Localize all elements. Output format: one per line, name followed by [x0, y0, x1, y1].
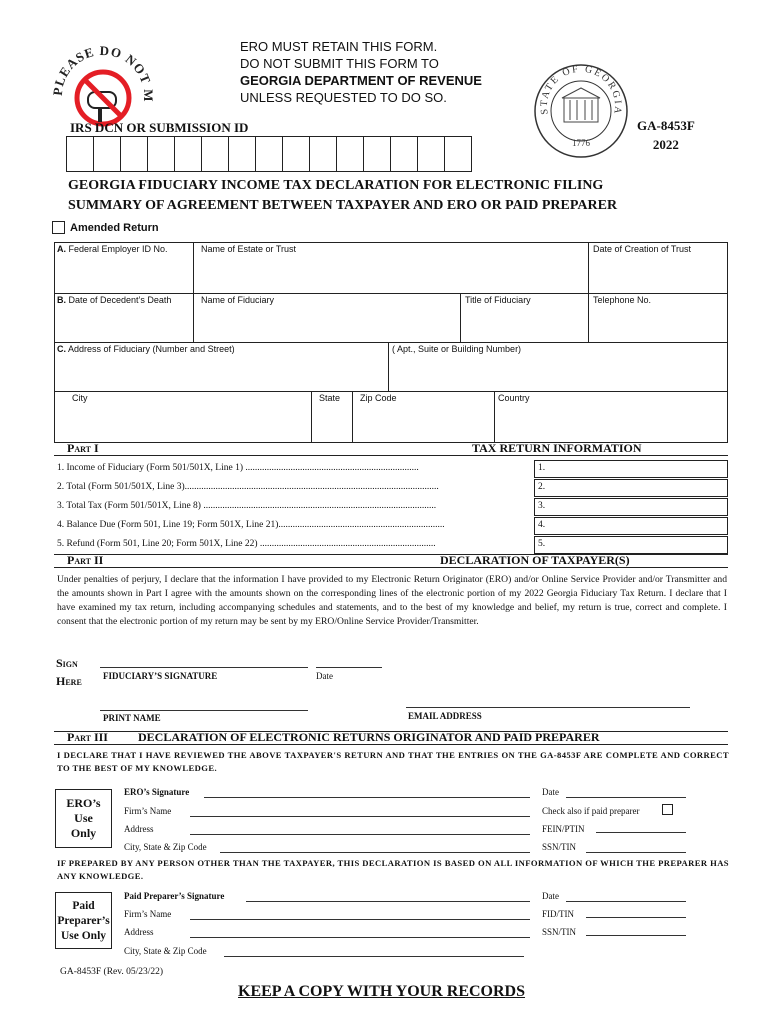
- ero-box-line-1: ERO’s: [66, 796, 101, 810]
- fid-tin-label: FID/TIN: [542, 909, 574, 919]
- header-line-2: DO NOT SUBMIT THIS FORM TO: [240, 56, 439, 71]
- part3-title: DECLARATION OF ELECTRONIC RETURNS ORIGINATOR AND PAID PREPARER: [138, 730, 600, 744]
- prep-box-line-3: Use Only: [60, 930, 107, 942]
- header-line-1: ERO MUST RETAIN THIS FORM.: [240, 39, 438, 54]
- zip-label: Zip Code: [360, 393, 397, 403]
- ero-address-line[interactable]: [190, 834, 530, 835]
- line-5-label: 5. Refund (Form 501, Line 20; Form 501X, Line 22) ..........................................................................: [57, 539, 436, 549]
- field-a-letter: A.: [57, 244, 66, 254]
- line-5-num: 5.: [538, 539, 546, 549]
- dcn-boxes[interactable]: [67, 136, 487, 172]
- state-label: State: [319, 393, 341, 403]
- print-name-line[interactable]: [100, 710, 308, 711]
- prep-signature-line[interactable]: [246, 901, 530, 902]
- apt-label: ( Apt., Suite or Building Number): [392, 344, 522, 354]
- do-not-mail-stamp: [48, 34, 156, 134]
- if-prepared-statement: IF PREPARED BY ANY PERSON OTHER THAN THE TAXPAYER, THIS DECLARATION IS BASED ON ALL INFORMATION OF WHICH THE PREPARER HAS ANY KNOWLEDGE.: [57, 858, 729, 881]
- ero-date-line[interactable]: [566, 797, 686, 798]
- dcn-digit-box[interactable]: [120, 136, 148, 172]
- fein-ptin-line[interactable]: [596, 832, 686, 833]
- part2-label: Part II: [67, 553, 104, 567]
- line-4-amount[interactable]: [534, 517, 728, 535]
- line-3-num: 3.: [538, 501, 546, 511]
- firm-name-label: Firm’s Name: [124, 806, 172, 816]
- city-label: City: [72, 393, 88, 403]
- ero-signature-label: ERO’s Signature: [124, 787, 190, 797]
- prep-box-line-1: Paid: [72, 900, 95, 912]
- telephone-label: Telephone No.: [593, 295, 652, 305]
- country-label: Country: [498, 393, 530, 403]
- prep-ssn-label: SSN/TIN: [542, 927, 577, 937]
- dcn-digit-box[interactable]: [417, 136, 445, 172]
- stamp-text: PLEASE DO NOT M: [49, 42, 156, 103]
- part2-title: DECLARATION OF TAXPAYER(S): [440, 553, 630, 567]
- header-line-3: GEORGIA DEPARTMENT OF REVENUE: [240, 73, 482, 88]
- amended-label: Amended Return: [70, 222, 159, 234]
- line-4-num: 4.: [538, 520, 546, 530]
- dcn-digit-box[interactable]: [363, 136, 391, 172]
- prep-address-line[interactable]: [190, 937, 530, 938]
- sign-date-label: Date: [316, 671, 333, 681]
- ero-signature-line[interactable]: [204, 797, 530, 798]
- dcn-digit-box[interactable]: [444, 136, 472, 172]
- prep-address-label: Address: [124, 927, 154, 937]
- sign-label: Sign: [56, 656, 78, 670]
- dcn-digit-box[interactable]: [147, 136, 175, 172]
- fein-label: Federal Employer ID No.: [68, 244, 168, 254]
- field-c-letter: C.: [57, 344, 66, 354]
- line-2-amount[interactable]: [534, 479, 728, 497]
- dcn-digit-box[interactable]: [282, 136, 310, 172]
- ero-address-label: Address: [124, 824, 154, 834]
- line-1-label: 1. Income of Fiduciary (Form 501/501X, Line 1) .........................................................................: [57, 463, 419, 473]
- sign-date-line[interactable]: [316, 667, 382, 668]
- ero-box-line-3: Only: [70, 826, 97, 840]
- fein-ptin-label: FEIN/PTIN: [542, 824, 585, 834]
- ero-city-line[interactable]: [220, 852, 530, 853]
- line-3-label: 3. Total Tax (Form 501/501X, Line 8) ..................................................................................................: [57, 501, 437, 511]
- seal-year: 1776: [572, 138, 590, 148]
- dcn-digit-box[interactable]: [255, 136, 283, 172]
- line-1-amount[interactable]: [534, 460, 728, 478]
- ero-city-label: City, State & Zip Code: [124, 842, 207, 852]
- seal-icon: [532, 62, 630, 160]
- ero-box-line-2: Use: [74, 811, 93, 825]
- field-b-letter: B.: [57, 295, 66, 305]
- perjury-declaration: Under penalties of perjury, I declare that the information I have provided to my Electronic Return Originator (ERO) and/or Online Service Provider and/or Transmitter and the amounts shown in Part I agree with the amounts shown on the corresponding lines of the electronic portion of my 2022 Georgia Fiduciary Tax Return. I declare that I have examined my tax return, including accompanying schedules and statements, and to the best of my knowledge and belief, my return is true, correct and complete. I consent that the electronic portion of my return may be sent by my ERO/Online Service Provider/Transmitter.: [57, 574, 727, 627]
- fiduciary-title-label: Title of Fiduciary: [465, 295, 531, 305]
- line-3-amount[interactable]: [534, 498, 728, 516]
- part3-label: Part III: [67, 730, 108, 744]
- firm-name-line[interactable]: [190, 816, 530, 817]
- seal-text: STATE OF GEORGIA: [538, 63, 624, 117]
- address-label: Address of Fiduciary (Number and Street): [68, 344, 235, 354]
- prep-date-label: Date: [542, 891, 559, 901]
- fid-tin-line[interactable]: [586, 917, 686, 918]
- dcn-digit-box[interactable]: [201, 136, 229, 172]
- dcn-label: IRS DCN OR SUBMISSION ID: [70, 120, 249, 135]
- header-line-4: UNLESS REQUESTED TO DO SO.: [240, 90, 447, 105]
- ero-ssn-line[interactable]: [586, 852, 686, 853]
- print-name-label: PRINT NAME: [103, 713, 161, 723]
- dcn-digit-box[interactable]: [93, 136, 121, 172]
- paid-preparer-checkbox[interactable]: [662, 804, 673, 815]
- keep-copy-notice: KEEP A COPY WITH YOUR RECORDS: [238, 983, 526, 1000]
- fiduciary-signature-label: FIDUCIARY’S SIGNATURE: [103, 671, 218, 681]
- ero-date-label: Date: [542, 787, 559, 797]
- line-5-amount[interactable]: [534, 536, 728, 554]
- part3-declaration: I DECLARE THAT I HAVE REVIEWED THE ABOVE TAXPAYER'S RETURN AND THAT THE ENTRIES ON THE GA-8453F ARE COMPLETE AND CORRECT TO THE BEST OF MY KNOWLEDGE.: [57, 750, 729, 773]
- prep-city-line[interactable]: [224, 956, 524, 957]
- check-paid-label: Check also if paid preparer: [542, 806, 640, 816]
- fiduciary-name-label: Name of Fiduciary: [201, 295, 275, 305]
- prep-firm-label: Firm’s Name: [124, 909, 172, 919]
- form-title-line-1: GEORGIA FIDUCIARY INCOME TAX DECLARATION FOR ELECTRONIC FILING: [68, 178, 604, 193]
- line-1-num: 1.: [538, 463, 546, 473]
- dcn-digit-box[interactable]: [336, 136, 364, 172]
- form-title-line-2: SUMMARY OF AGREEMENT BETWEEN TAXPAYER AND ERO OR PAID PREPARER: [68, 198, 618, 213]
- dcn-digit-box[interactable]: [309, 136, 337, 172]
- prep-ssn-line[interactable]: [586, 935, 686, 936]
- georgia-seal: [532, 62, 630, 160]
- prep-date-line[interactable]: [566, 901, 686, 902]
- part1-label: Part I: [67, 441, 99, 455]
- line-4-label: 4. Balance Due (Form 501, Line 19; Form 501X, Line 21)......................................................................: [57, 520, 445, 530]
- form-year: 2022: [652, 137, 679, 152]
- fiduciary-signature-line[interactable]: [100, 667, 308, 668]
- email-line[interactable]: [406, 707, 690, 708]
- email-label: EMAIL ADDRESS: [408, 711, 482, 721]
- prep-firm-line[interactable]: [190, 919, 530, 920]
- amended-checkbox[interactable]: [52, 221, 65, 234]
- dcn-digit-box[interactable]: [174, 136, 202, 172]
- dcn-digit-box[interactable]: [66, 136, 94, 172]
- prep-box-line-2: Preparer’s: [57, 915, 110, 927]
- ero-ssn-label: SSN/TIN: [542, 842, 577, 852]
- date-creation-label: Date of Creation of Trust: [593, 244, 692, 254]
- death-date-label: Date of Decedent’s Death: [68, 295, 172, 305]
- part1-title: TAX RETURN INFORMATION: [472, 441, 642, 455]
- revision-label: GA-8453F (Rev. 05/23/22): [60, 967, 164, 977]
- estate-name-label: Name of Estate or Trust: [201, 244, 297, 254]
- form-number: GA-8453F: [637, 118, 695, 133]
- dcn-digit-box[interactable]: [390, 136, 418, 172]
- dcn-digit-box[interactable]: [228, 136, 256, 172]
- line-2-num: 2.: [538, 482, 546, 492]
- no-mailbox-icon: [48, 34, 156, 134]
- prep-city-label: City, State & Zip Code: [124, 946, 207, 956]
- prep-signature-label: Paid Preparer’s Signature: [124, 891, 225, 901]
- here-label: Here: [56, 674, 82, 688]
- line-2-label: 2. Total (Form 501/501X, Line 3)...........................................................................................................: [57, 482, 439, 492]
